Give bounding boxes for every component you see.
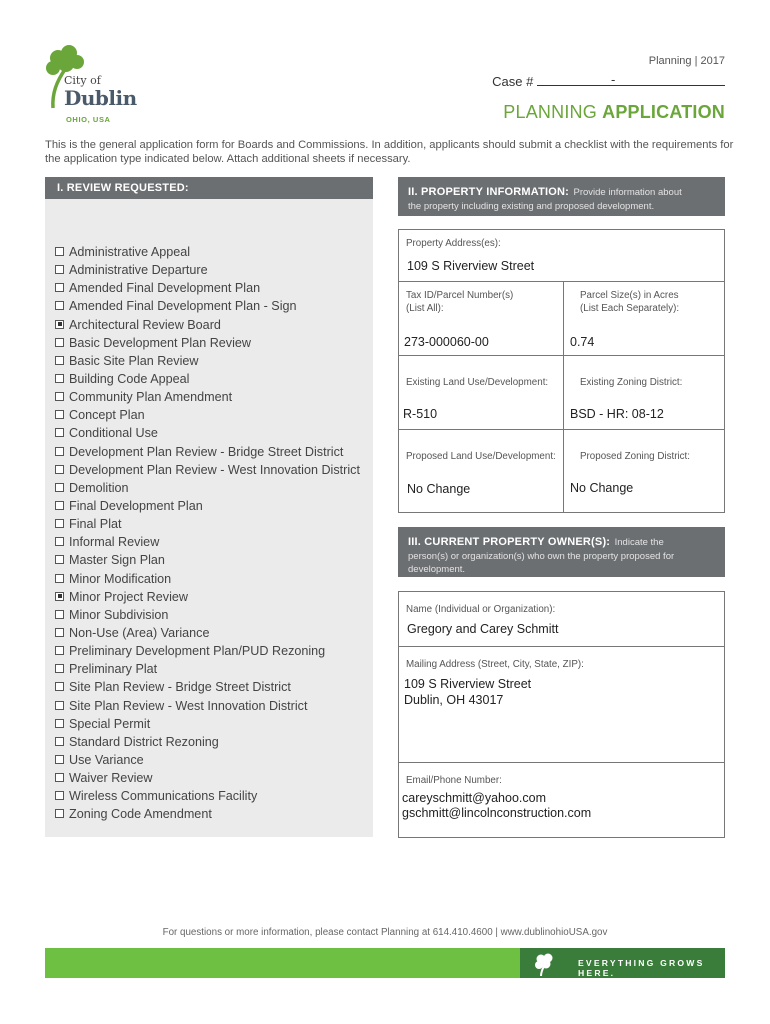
page-title: PLANNING APPLICATION: [503, 102, 725, 122]
review-option-label: Conditional Use: [69, 426, 158, 441]
review-option-label: Minor Project Review: [69, 589, 188, 604]
checkbox[interactable]: [55, 628, 64, 637]
property-owner-heading: III. CURRENT PROPERTY OWNER(S): Indicate the person(s) or organization(s) who own the property proposed for development.: [398, 527, 725, 577]
review-option[interactable]: [55, 642, 373, 660]
email-phone-label: Email/Phone Number:: [406, 775, 502, 786]
tax-id-label-1: Tax ID/Parcel Number(s): [406, 290, 514, 301]
review-option-label: Development Plan Review - West Innovation District: [69, 462, 360, 477]
review-option-label: Building Code Appeal: [69, 371, 190, 386]
review-option[interactable]: [55, 424, 373, 442]
review-option[interactable]: [55, 606, 373, 624]
review-option-label: Concept Plan: [69, 408, 145, 423]
review-option[interactable]: [55, 497, 373, 515]
review-option-label: Standard District Rezoning: [69, 734, 219, 749]
mailing-address-label: Mailing Address (Street, City, State, ZIP):: [406, 659, 584, 670]
intro-text: This is the general application form for Boards and Commissions. In addition, applicants should submit a checklist with the requirements for the application type indicated below. Attach additional sheets if necessary.: [45, 139, 734, 165]
review-option-label: Development Plan Review - Bridge Street District: [69, 444, 344, 459]
checkbox[interactable]: [55, 682, 64, 691]
proposed-zoning-field[interactable]: No Change: [570, 481, 634, 495]
review-option[interactable]: [55, 533, 373, 551]
review-option[interactable]: [55, 461, 373, 479]
case-number-field[interactable]: -: [537, 74, 725, 86]
review-option[interactable]: [55, 624, 373, 642]
review-option[interactable]: [55, 697, 373, 715]
review-option[interactable]: [55, 297, 373, 315]
checkbox[interactable]: [55, 283, 64, 292]
review-option[interactable]: [55, 805, 373, 823]
review-option[interactable]: [55, 316, 373, 334]
checkbox[interactable]: [55, 392, 64, 401]
property-address-label: Property Address(es):: [406, 238, 501, 249]
review-option-label: Architectural Review Board: [69, 317, 221, 332]
checkbox-checked[interactable]: [55, 320, 64, 329]
review-option-label: Wireless Communications Facility: [69, 789, 258, 804]
review-option-label: Use Variance: [69, 752, 144, 767]
review-option[interactable]: [55, 751, 373, 769]
review-option[interactable]: [55, 352, 373, 370]
review-option-label: Site Plan Review - Bridge Street District: [69, 680, 291, 695]
checkbox[interactable]: [55, 610, 64, 619]
checkbox[interactable]: [55, 265, 64, 274]
review-option-label: Amended Final Development Plan: [69, 281, 261, 296]
review-option-label: Demolition: [69, 480, 129, 495]
checkbox[interactable]: [55, 410, 64, 419]
mailing-address-line1[interactable]: 109 S Riverview Street: [404, 677, 532, 691]
checkbox[interactable]: [55, 519, 64, 528]
parcel-size-label-1: Parcel Size(s) in Acres: [580, 290, 679, 301]
review-type-list: [45, 199, 373, 824]
review-option[interactable]: [55, 570, 373, 588]
checkbox[interactable]: [55, 646, 64, 655]
existing-land-use-field[interactable]: R-510: [403, 407, 438, 421]
checkbox[interactable]: [55, 483, 64, 492]
review-option[interactable]: [55, 334, 373, 352]
property-info-heading: II. PROPERTY INFORMATION: Provide information about the property including existing and proposed development.: [398, 177, 725, 216]
review-option[interactable]: [55, 515, 373, 533]
checkbox[interactable]: [55, 247, 64, 256]
review-option-label: Basic Site Plan Review: [69, 353, 199, 368]
proposed-land-use-field[interactable]: No Change: [407, 482, 471, 496]
checkbox[interactable]: [55, 501, 64, 510]
property-address-field[interactable]: 109 S Riverview Street: [407, 259, 535, 273]
checkbox[interactable]: [55, 465, 64, 474]
department-year: Planning | 2017: [648, 55, 725, 67]
email-field-2[interactable]: gschmitt@lincolnconstruction.com: [402, 806, 592, 820]
footer-slogan-block: [520, 948, 725, 978]
mailing-address-line2[interactable]: Dublin, OH 43017: [404, 693, 504, 707]
review-option-label: Informal Review: [69, 535, 160, 550]
review-option-label: Zoning Code Amendment: [69, 807, 212, 822]
review-option[interactable]: [55, 715, 373, 733]
checkbox[interactable]: [55, 791, 64, 800]
review-option-label: Amended Final Development Plan - Sign: [69, 299, 297, 314]
parcel-size-label-2: (List Each Separately):: [580, 303, 680, 314]
review-option[interactable]: [55, 279, 373, 297]
review-option-label: Administrative Appeal: [69, 245, 191, 259]
property-owner-form: [398, 591, 725, 838]
review-option-label: Final Plat: [69, 517, 122, 532]
logo-city-of: City of: [64, 74, 101, 87]
review-option[interactable]: [55, 733, 373, 751]
review-option-label: Preliminary Development Plan/PUD Rezoning: [69, 644, 326, 659]
review-option-label: Final Development Plan: [69, 498, 203, 513]
review-option-label: Minor Modification: [69, 571, 172, 586]
footer-contact: For questions or more information, please contact Planning at 614.410.4600 | www.dublinohioUSA.gov: [162, 927, 608, 938]
review-option-label: Community Plan Amendment: [69, 390, 233, 405]
review-requested-panel: [45, 177, 373, 837]
checkbox[interactable]: [55, 574, 64, 583]
checkbox[interactable]: [55, 773, 64, 782]
checkbox[interactable]: [55, 301, 64, 310]
review-option[interactable]: [55, 388, 373, 406]
footer-slogan: EVERYTHING GROWS HERE.: [578, 958, 705, 978]
review-option-label: Waiver Review: [69, 771, 153, 786]
email-field-1[interactable]: careyschmitt@yahoo.com: [402, 791, 546, 805]
review-option-label: Preliminary Plat: [69, 662, 158, 677]
review-option[interactable]: [55, 769, 373, 787]
case-number: [492, 74, 725, 89]
review-option[interactable]: [55, 443, 373, 461]
review-option-label: Administrative Departure: [69, 263, 208, 278]
logo-dublin: Dublin: [64, 86, 137, 110]
review-option-label: Basic Development Plan Review: [69, 335, 251, 350]
review-requested-heading: I. REVIEW REQUESTED:: [45, 177, 373, 199]
review-option[interactable]: [55, 370, 373, 388]
existing-zoning-field[interactable]: BSD - HR: 08-12: [570, 407, 664, 421]
review-option-label: Non-Use (Area) Variance: [69, 625, 210, 640]
review-option-label: Minor Subdivision: [69, 607, 169, 622]
checkbox[interactable]: [55, 755, 64, 764]
review-option[interactable]: [55, 588, 373, 606]
review-option[interactable]: [55, 678, 373, 696]
tax-id-field[interactable]: 273-000060-00: [404, 335, 489, 349]
review-option-label: Site Plan Review - West Innovation District: [69, 698, 308, 713]
checkbox[interactable]: [55, 809, 64, 818]
review-option[interactable]: [55, 787, 373, 805]
proposed-land-use-label: Proposed Land Use/Development:: [406, 451, 556, 462]
review-option-label: Special Permit: [69, 716, 151, 731]
review-option[interactable]: [55, 551, 373, 569]
existing-land-use-label: Existing Land Use/Development:: [406, 377, 549, 388]
tax-id-label-2: (List All):: [406, 303, 444, 314]
checkbox[interactable]: [55, 356, 64, 365]
city-of-dublin-logo: [44, 44, 137, 126]
shamrock-icon: [532, 951, 558, 977]
review-option[interactable]: [55, 660, 373, 678]
checkbox[interactable]: [55, 719, 64, 728]
logo-ohio-usa: OHIO, USA: [66, 115, 111, 124]
review-option[interactable]: [55, 261, 373, 279]
review-option[interactable]: [55, 243, 373, 261]
proposed-zoning-label: Proposed Zoning District:: [580, 451, 690, 462]
checkbox[interactable]: [55, 537, 64, 546]
checkbox[interactable]: [55, 664, 64, 673]
case-label: Case #: [492, 74, 534, 89]
owner-name-label: Name (Individual or Organization):: [406, 604, 556, 615]
property-info-form: [398, 229, 725, 513]
checkbox[interactable]: [55, 447, 64, 456]
checkbox-checked[interactable]: [55, 592, 64, 601]
checkbox[interactable]: [55, 701, 64, 710]
owner-name-field[interactable]: Gregory and Carey Schmitt: [407, 622, 559, 636]
review-option-label: Master Sign Plan: [69, 553, 165, 568]
checkbox[interactable]: [55, 374, 64, 383]
review-option[interactable]: [55, 479, 373, 497]
existing-zoning-label: Existing Zoning District:: [580, 377, 683, 388]
checkbox[interactable]: [55, 737, 64, 746]
checkbox[interactable]: [55, 428, 64, 437]
parcel-size-field[interactable]: 0.74: [570, 335, 595, 349]
review-option[interactable]: [55, 406, 373, 424]
checkbox[interactable]: [55, 555, 64, 564]
checkbox[interactable]: [55, 338, 64, 347]
